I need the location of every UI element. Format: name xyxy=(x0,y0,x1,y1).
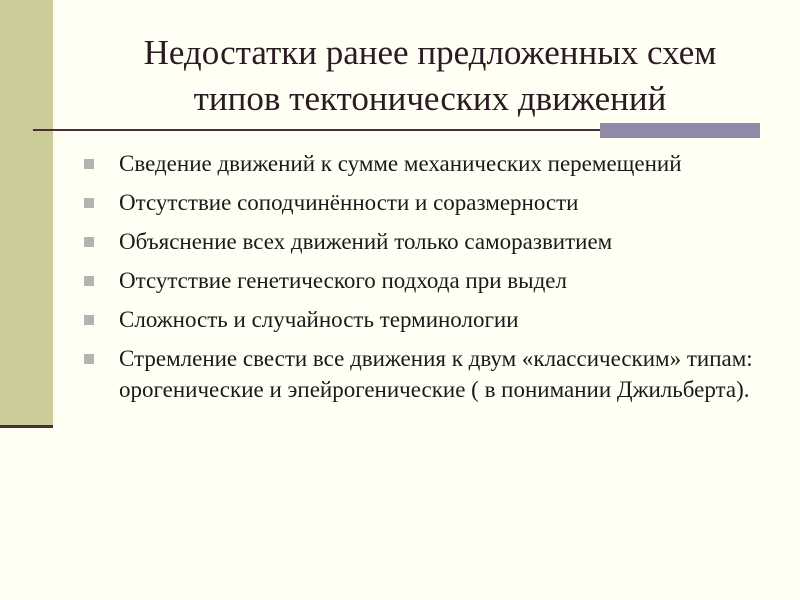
left-decorative-band xyxy=(0,0,53,425)
left-band-underline xyxy=(0,425,53,428)
slide-title xyxy=(60,30,800,122)
title-line-2: типов тектонических движений xyxy=(193,79,667,118)
bullet-item xyxy=(84,226,784,257)
bullet-text: Сложность и случайность терминологии xyxy=(119,307,519,332)
bullet-item xyxy=(84,343,784,405)
square-bullet-icon xyxy=(84,354,94,364)
bullet-list xyxy=(84,148,784,413)
square-bullet-icon xyxy=(84,198,94,208)
bullet-item xyxy=(84,265,784,296)
square-bullet-icon xyxy=(84,276,94,286)
bullet-text: Стремление свести все движения к двум «классическим» типам: орогенические и эпейрогенические ( в понимании Джильберта). xyxy=(119,346,753,402)
bullet-text: Сведение движений к сумме механических перемещений xyxy=(119,151,682,176)
bullet-text: Отсутствие соподчинённости и соразмерности xyxy=(119,190,579,215)
square-bullet-icon xyxy=(84,315,94,325)
title-line-1: Недостатки ранее предложенных схем xyxy=(143,33,717,72)
title-accent-bar xyxy=(600,123,760,138)
square-bullet-icon xyxy=(84,159,94,169)
bullet-text: Объяснение всех движений только саморазвитием xyxy=(119,229,613,254)
bullet-text: Отсутствие генетического подхода при выдел xyxy=(119,268,567,293)
bullet-item xyxy=(84,304,784,335)
bullet-item xyxy=(84,148,784,179)
bullet-item xyxy=(84,187,784,218)
square-bullet-icon xyxy=(84,237,94,247)
